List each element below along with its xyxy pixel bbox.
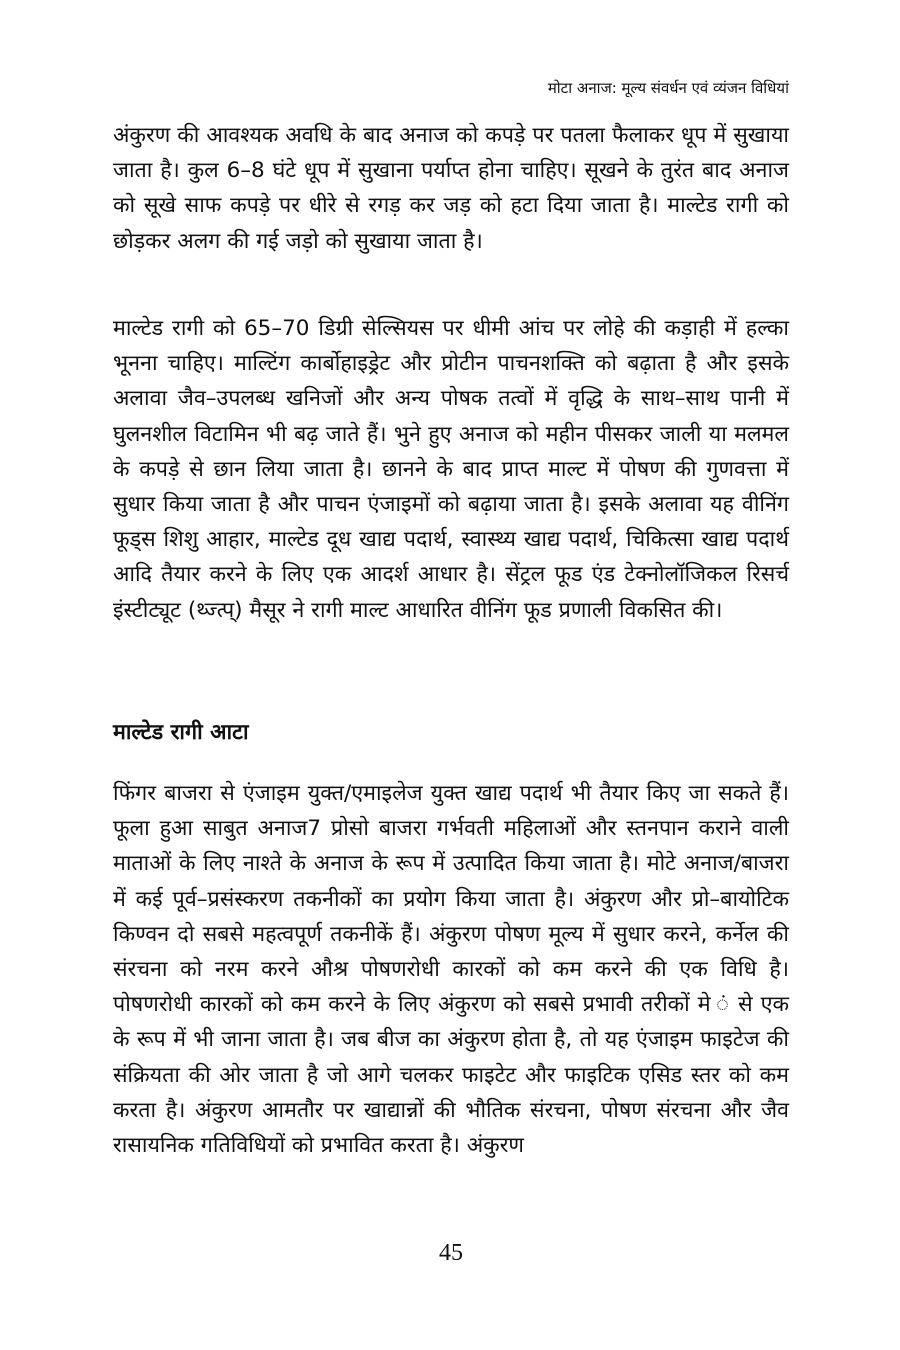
running-header: मोटा अनाज: मूल्य संवर्धन एवं व्यंजन विधियां <box>547 79 789 97</box>
paragraph-sprouting-drying: अंकुरण की आवश्यक अवधि के बाद अनाज को कपड़े पर पतला फैलाकर धूप में सुखाया जाता है। कुल 6–8 घंटे धूप में सुखाना पर्याप्त होना चाहिए। सूखने के तुरंत बाद अनाज को सूखे साफ कपड़े पर धीरे से रगड़ कर जड़ को हटा दिया जाता है। माल्टेड रागी को छोड़कर अलग की गई जड़ो को सुखाया जाता है। <box>113 123 789 254</box>
document-page <box>113 0 789 1350</box>
page-number: 45 <box>439 1240 463 1266</box>
paragraph-finger-millet-enzymes: फिंगर बाजरा से एंजाइम युक्त/एमाइलेज युक्त खाद्य पदार्थ भी तैयार किए जा सकते हैं। फूला हुआ साबुत अनाज7 प्रोसो बाजरा गर्भवती महिलाओं और स्तनपान कराने वाली माताओं के लिए नाश्ते के अनाज के रूप में उत्पादित किया जाता है। मोटे अनाज/बाजरा में कई पूर्व–प्रसंस्करण तकनीकों का प्रयोग किया जाता है। अंकुरण और प्रो–बायोटिक किण्वन दो सबसे महत्वपूर्ण तकनीकें हैं। अंकुरण पोषण मूल्य में सुधार करने, कर्नेल की संरचना को नरम करने औश्र पोषणरोधी कारकों को कम करने की एक विधि है। पोषणरोधी कारकों को कम करने के लिए अंकुरण को सबसे प्रभावी तरीकों मे ं से एक के रूप में भी जाना जाता है। जब बीज का अंकुरण होता है, तो यह एंजाइम फाइटेज की संक्रियता की ओर जाता है जो आगे चलकर फाइटेट और फाइटिक एसिड स्तर को कम करता है। अंकुरण आमतौर पर खाद्यान्नों की भौतिक संरचना, पोषण संरचना और जैव रासायनिक गतिविधियों को प्रभावित करता है। अंकुरण <box>113 781 789 1159</box>
section-heading: माल्टेड रागी आटा <box>113 720 249 745</box>
paragraph-malted-ragi-roasting: माल्टेड रागी को 65–70 डिग्री सेल्सियस पर धीमी आंच पर लोहे की कड़ाही में हल्का भूनना चाहिए। माल्टिंग कार्बोहाइड्रेट और प्रोटीन पाचनशक्ति को बढ़ाता है और इसके अलावा जैव–उपलब्ध खनिजों और अन्य पोषक तत्वों में वृद्धि के साथ–साथ पानी में घुलनशील विटामिन भी बढ़ जाते हैं। भुने हुए अनाज को महीन पीसकर जाली या मलमल के कपड़े से छान लिया जाता है। छानने के बाद प्राप्त माल्ट में पोषण की गुणवत्ता में सुधार किया जाता है और पाचन एंजाइमों को बढ़ाया जाता है। इसके अलावा यह वीनिंग फूड्स शिशु आहार, माल्टेड दूध खाद्य पदार्थ, स्वास्थ्य खाद्य पदार्थ, चिकित्सा खाद्य पदार्थ आदि तैयार करने के लिए एक आदर्श आधार है। सेंट्रल फूड एंड टेक्नोलॉजिकल रिसर्च इंस्टीट्यूट (थ्ज्त्प्) मैसूर ने रागी माल्ट आधारित वीनिंग फूड प्रणाली विकसित की। <box>113 316 789 623</box>
